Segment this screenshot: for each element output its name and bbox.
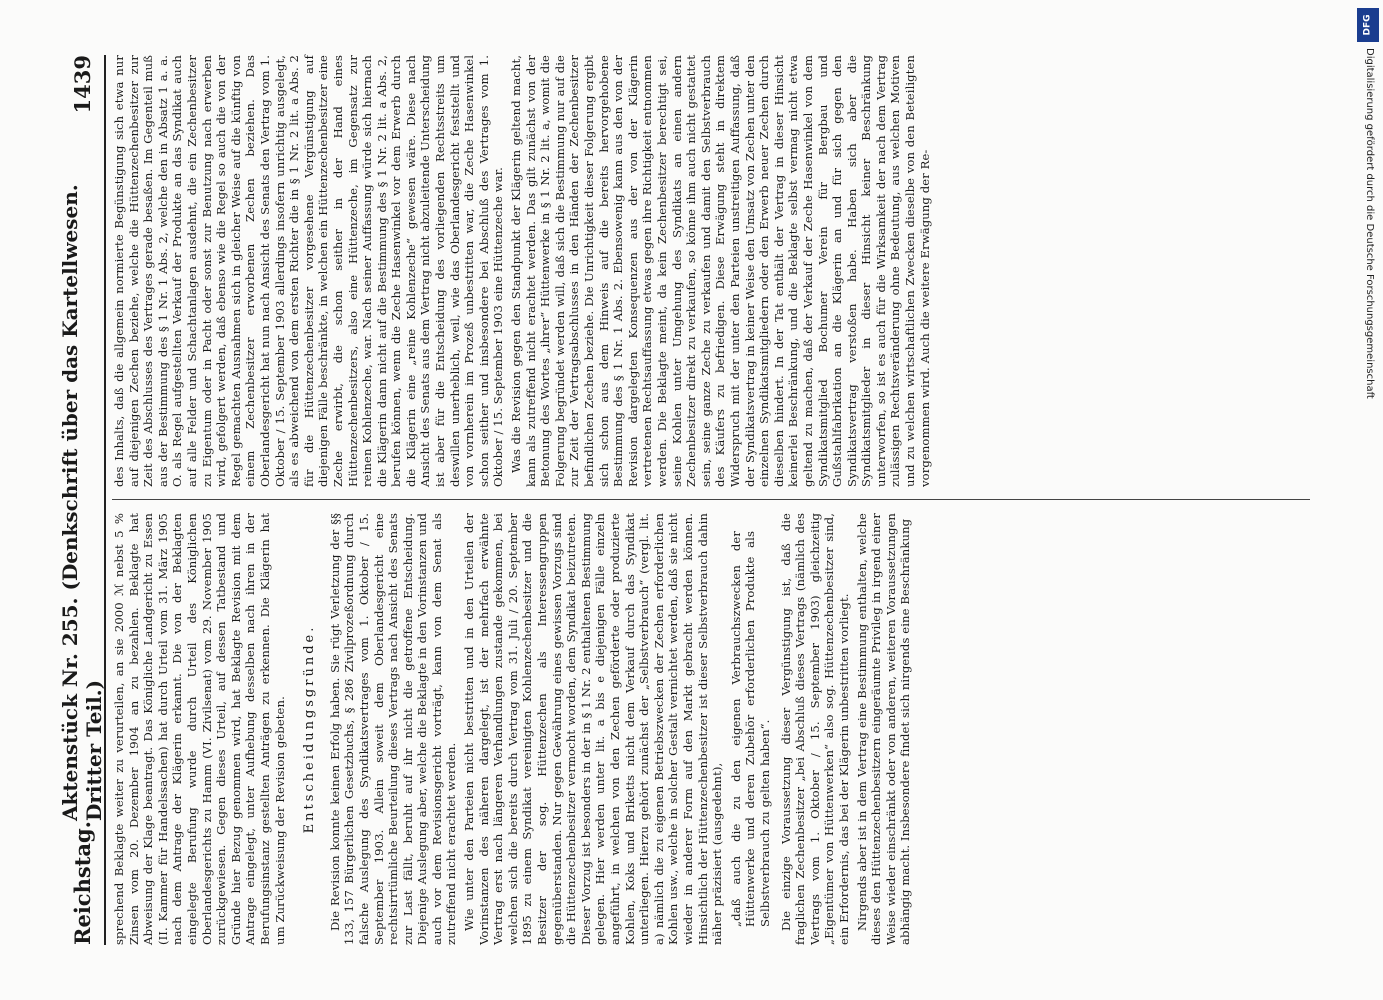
page-number: 1439	[69, 55, 95, 114]
column-divider	[112, 499, 1310, 500]
header-left: Reichstag.	[69, 821, 95, 945]
page-header	[60, 55, 106, 945]
right-column	[112, 55, 1310, 487]
paragraph: Nirgends aber ist in dem Vertrag eine Bestimmung enthalten, welche dieses den Hüttenzechenbesitzern eingeräumte Privileg in irgend einer Weise wieder einschränkt oder von anderen, weiteren Voraussetzungen abhängig macht. Insbesondere findet sich nirgends eine Beschränkung	[854, 513, 913, 945]
paragraph: Wie unter den Parteien nicht bestritten und in den Urteilen der Vorinstanzen des näheren dargelegt, ist der mehrfach erwähnte Vertrag erst nach längeren Verhandlungen zustande gekommen, bei welchen sich die bereits durch Vertrag vom 31. Juli / 20. September 1895 zu einem Syndikat vereinigten Kohlenzechenbesitzer und die Besitzer der sog. Hüttenzechen als Interessengruppen gegenüberstanden. Nur gegen Gewährung eines gewissen Vorzugs sind die Hüttenzechenbesitzer vermocht worden, dem Syndikat beizutreten. Dieser Vorzug ist besonders in der in § 1 Nr. 2 enthaltenen Bestimmung gelegen. Hier werden unter lit. a bis e diejenigen Fälle einzeln angeführt, in welchen von den Zechen geförderte oder produzierte Kohlen, Koks und Briketts nicht dem Verkauf durch das Syndikat unterliegen. Hierzu gehört zunächst der „Selbstverbrauch“ (vergl. lit. a) nämlich die zu eigenen Betriebszwecken der Zechen erforderlichen Kohlen usw., welche in solcher Gestalt vernichtet werden, daß sie nicht wieder in anderer Form auf den Markt gebracht werden können. Hinsichtlich der Hüttenzechenbesitzer ist dieser Selbstverbrauch dahin näher präzisiert (ausgedehnt),	[462, 513, 725, 945]
paragraph: Die einzige Voraussetzung dieser Vergünstigung ist, daß die fraglichen Zechenbesitzer „bei Abschluß dieses Vertrags (nämlich des Vertrags vom 1. Oktober / 15. September 1903) gleichzeitig „Eigentümer von Hüttenwerken“ also sog. Hüttenzechenbesitzer sind, ein Erfordernis, das bei der Klägerin unbestritten vorliegt.	[778, 513, 851, 945]
document-page	[60, 35, 1310, 965]
paragraph: Die Revision konnte keinen Erfolg haben. Sie rügt Verletzung der §§ 133, 157 Bürgerlichen Gesetzbuchs, § 286 Zivilprozeßordnung durch falsche Auslegung des Syndikatsvertrages vom 1. Oktober / 15. September 1903. Allein soweit dem Oberlandesgericht eine rechtsirrtümliche Beurteilung dieses Vertrags nach Ansicht des Senats zur Last fällt, beruht auf ihr nicht die getroffene Entscheidung. Diejenige Auslegung aber, welche die Beklagte in den Vorinstanzen und auch vor dem Revisionsgericht vorträgt, kann von dem Senat als zutreffend nicht erachtet werden.	[327, 513, 459, 945]
funding-credit: Digitalisierung gefördert durch die Deutsche Forschungsgemeinschaft	[1364, 48, 1375, 399]
section-heading: Entscheidungsgründe.	[302, 624, 318, 834]
paragraph: des Inhalts, daß die allgemein normierte Begünstigung sich etwa nur auf diejenigen Zechen beziehe, welche die Hüttenzechenbesitzer zur Zeit des Abschlusses des Vertrages gerade besaßen. Im Gegenteil muß aus der Bestimmung des § 1 Nr. 1 Abs. 2, welche den in Absatz 1 a. a. O. als Regel aufgestellten Verkauf der Produkte an das Syndikat auch auf alle Felder und Schachtanlagen ausdehnt, die ein Zechenbesitzer zu Eigentum oder in Pacht oder sonst zur Benutzung nach erwerben wird, gefolgert werden, daß ebenso wie die Regel so auch die von der Regel gemachten Ausnahmen sich in gleicher Weise auf die künftig von einem Zechenbesitzer erworbenen Zechen beziehen. Das Oberlandesgericht hat nun nach Ansicht des Senats den Vertrag vom 1. Oktober / 15. September 1903 allerdings insofern unrichtig ausgelegt, als es abweichend von dem ersten Richter die in § 1 Nr. 2 lit. a Abs. 2 für die Hüttenzechenbesitzer vorgesehene Vergünstigung auf diejenigen Fälle beschränkte, in welchen ein Hüttenzechenbesitzer eine Zeche erwirbt, die schon seither in der Hand eines Hüttenzechenbesitzers, also eine Hüttenzeche, im Gegensatz zur reinen Kohlenzeche, war. Nach seiner Auffassung würde sich hiernach die Klägerin dann nicht auf die Bestimmung des § 1 Nr. 2 lit. a Abs. 2, berufen können, wenn die Zeche Hasenwinkel vor dem Erwerb durch die Klägerin eine „reine Kohlenzeche“ gewesen wäre. Diese nach Ansicht des Senats aus dem Vertrag nicht abzuleitende Unterscheidung ist aber für die Entscheidung des vorliegenden Rechtsstreits um deswillen unerheblich, weil, wie das Oberlandesgericht feststellt und von vornherein im Prozeß unbestritten war, die Zeche Hasenwinkel schon seither und insbesondere bei Abschluß des Vertrages vom 1. Oktober / 15. September 1903 eine Hüttenzeche war.	[112, 55, 506, 487]
block-quote: „daß auch die zu den eigenen Verbrauchszwecken der Hüttenwerke und deren Zubehör erforderlichen Produkte als Selbstverbrauch zu gelten haben“.	[728, 531, 772, 927]
paragraph: sprechend Beklagte weiter zu verurteilen, an sie 2000 ℳ nebst 5 % Zinsen vom 20. Dezember 1904 an zu bezahlen. Beklagte hat Abweisung der Klage beantragt. Das Königliche Landgericht zu Essen (II. Kammer für Handelssachen) hat durch Urteil vom 31. März 1905 nach dem Antrage der Klägerin erkannt. Die von der Beklagten eingelegte Berufung wurde durch Urteil des Königlichen Oberlandesgerichts zu Hamm (VI. Zivilsenat) vom 29. November 1905 zurückgewiesen. Gegen dieses Urteil, auf dessen Tatbestand und Gründe hier Bezug genommen wird, hat Beklagte Revision mit dem Antrage eingelegt, unter Aufhebung desselben nach ihren in der Berufungsinstanz gestellten Anträgen zu erkennen. Die Klägerin hat um Zurückweisung der Revision gebeten.	[112, 513, 287, 945]
left-column	[112, 513, 1310, 945]
header-title: Aktenstück Nr. 255. (Denkschrift über das Kartellwesen. Dritter Teil.)	[58, 184, 106, 822]
dfg-logo: DFG	[1357, 8, 1379, 42]
dfg-sidebar	[1355, 6, 1381, 994]
paragraph: Was die Revision gegen den Standpunkt der Klägerin geltend macht, kann als zutreffend nicht erachtet werden. Das gilt zunächst von der Betonung des Wortes „ihrer“ Hüttenwerke in § 1 Nr. 2 lit. a, womit die Folgerung begründet werden will, daß sich die Bestimmung nur auf die zur Zeit der Vertragsabschlusses in den Händen der Zechenbesitzer befindlichen Zechen beziehe. Die Unrichtigkeit dieser Folgerung ergibt sich schon aus dem Hinweis auf die bereits hervorgehobene Bestimmung des § 1 Nr. 1 Abs. 2. Ebensowenig kann aus den von der Revision dargelegten Konsequenzen aus der von der Klägerin vertretenen Rechtsauffassung etwas gegen ihre Richtigkeit entnommen werden. Die Beklagte meint, da kein Zechenbesitzer berechtigt sei, seine Kohlen unter Umgehung des Syndikats an einen andern Zechenbesitzer direkt zu verkaufen, so könne ihm auch nicht gestattet sein, seine ganze Zeche zu verkaufen und damit den Selbstverbrauch des Käufers zu befriedigen. Diese Erwägung steht in direktem Widerspruch mit der unter den Parteien unstreitigen Auffassung, daß der Syndikatsvertrag in keiner Weise den Umsatz von Zechen unter den einzelnen Syndikatsmitgliedern oder den Erwerb neuer Zechen durch dieselben hindert. In der Tat enthält der Vertrag in dieser Hinsicht keinerlei Beschränkung, und die Beklagte selbst vermag nicht etwa geltend zu machen, daß der Verkauf der Zeche Hasenwinkel von dem Syndikatsmitglied Bochumer Verein für Bergbau und Gußstahlfabrikation an die Klägerin an und für sich gegen den Syndikatsvertrag verstoßen habe. Haben sich aber die Syndikatsmitglieder in dieser Hinsicht keiner Beschränkung unterworfen, so ist es auch für die Wirksamkeit der nach dem Vertrag zulässigen Rechtsveränderung ohne Bedeutung, aus welchen Motiven und zu welchen wirtschaftlichen Zwecken dieselbe von den Beteiligten vorgenommen wird. Auch die weitere Erwägung der Re-	[509, 55, 932, 487]
